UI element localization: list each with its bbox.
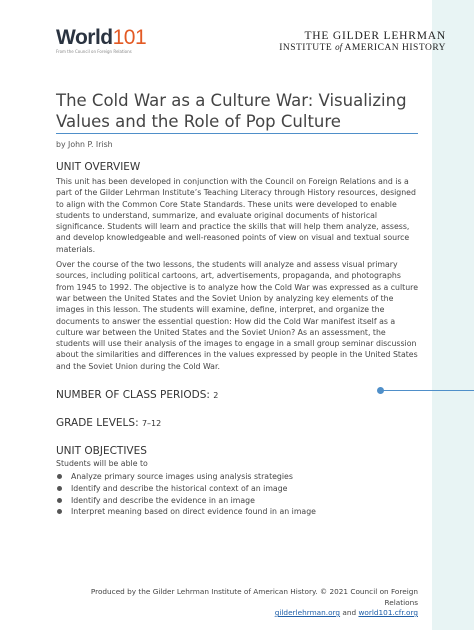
world101-logo[interactable]	[56, 26, 146, 54]
grade-levels-label: GRADE LEVELS:	[56, 417, 139, 430]
class-periods-label: NUMBER OF CLASS PERIODS:	[56, 389, 210, 402]
world101-logo-tagline: From the Council on Foreign Relations	[56, 49, 132, 54]
objective-text: Identify and describe the evidence in an image	[71, 495, 255, 505]
grade-levels-heading	[56, 416, 421, 431]
objective-text: Interpret meaning based on direct evidence found in an image	[71, 507, 316, 517]
author-byline: by John P. Irish	[56, 140, 113, 149]
page-footer	[56, 587, 418, 619]
objectives-list	[56, 471, 421, 517]
footer-and: and	[342, 608, 357, 617]
grade-levels-value: 7–12	[141, 419, 162, 429]
bullet-icon	[57, 486, 62, 491]
objective-text: Analyze primary source images using analysis strategies	[71, 472, 293, 482]
gilder-logo-american-history: AMERICAN HISTORY	[344, 43, 446, 53]
gilder-logo-line2	[279, 42, 446, 53]
gilder-logo-institute: INSTITUTE	[279, 43, 333, 53]
gilder-logo-of: of	[335, 42, 343, 52]
gilder-lehrman-logo[interactable]	[279, 30, 446, 53]
unit-overview-heading: UNIT OVERVIEW	[56, 161, 141, 173]
world101-logo-number: 101	[112, 26, 147, 49]
class-periods-value: 2	[213, 391, 219, 401]
class-periods-heading	[56, 388, 421, 403]
list-item	[56, 506, 421, 518]
unit-overview-paragraph-2: Over the course of the two lessons, the students will analyze and assess visual primary sources, including political cartoons, art, advertisements, propaganda, and photographs from 1945 to 1992. The objective is to analyze how the Cold War was expressed as a culture war between the United States and the Soviet Union by analyzing key elements of the images in this lesson. The students will examine, define, interpret, and organize the documents to answer the essential question: How did the Cold War manifest itself as a culture war between the United States and the Soviet Union? As an assessment, the students will use their analysis of the images to engage in a small group seminar discussion about the similarities and differences in the values expressed by people in the United States and the Soviet Union during the Cold War.	[56, 260, 418, 371]
decorative-side-panel	[432, 0, 474, 630]
objective-text: Identify and describe the historical context of an image	[71, 483, 288, 493]
world101-logo-word: World	[56, 26, 113, 49]
list-item	[56, 495, 421, 507]
page-header	[56, 26, 446, 66]
document-title: The Cold War as a Culture War: Visualizing Values and the Role of Pop Culture	[56, 91, 407, 131]
list-item	[56, 483, 421, 495]
footer-credit: Produced by the Gilder Lehrman Institute of American History. © 2021 Council on Foreign Relations	[90, 587, 418, 607]
unit-objectives-heading: UNIT OBJECTIVES	[56, 445, 147, 458]
title-rule	[56, 133, 418, 134]
bullet-icon	[57, 498, 62, 503]
bullet-icon	[57, 474, 62, 479]
footer-links	[56, 608, 418, 619]
world101-link[interactable]: world101.cfr.org	[358, 608, 418, 617]
bullet-icon	[57, 509, 62, 514]
unit-overview-paragraph-1: This unit has been developed in conjunction with the Council on Foreign Relations and is a part of the Gilder Lehrman Institute’s Teaching Literacy through History resources, designed to align with the Common Core State Standards. These units were developed to enable students to understand, summarize, and evaluate original documents of historical significance. Students will learn and practice the skills that will help them analyze, assess, and develop knowledgeable and well-reasoned points of view on visual and textual source materials.	[56, 177, 416, 254]
document-body	[56, 160, 421, 518]
list-item	[56, 471, 421, 483]
objectives-intro: Students will be able to	[56, 459, 148, 469]
gilder-logo-line1: THE GILDER LEHRMAN	[304, 30, 446, 42]
gilderlehrman-link[interactable]: gilderlehrman.org	[274, 608, 341, 617]
